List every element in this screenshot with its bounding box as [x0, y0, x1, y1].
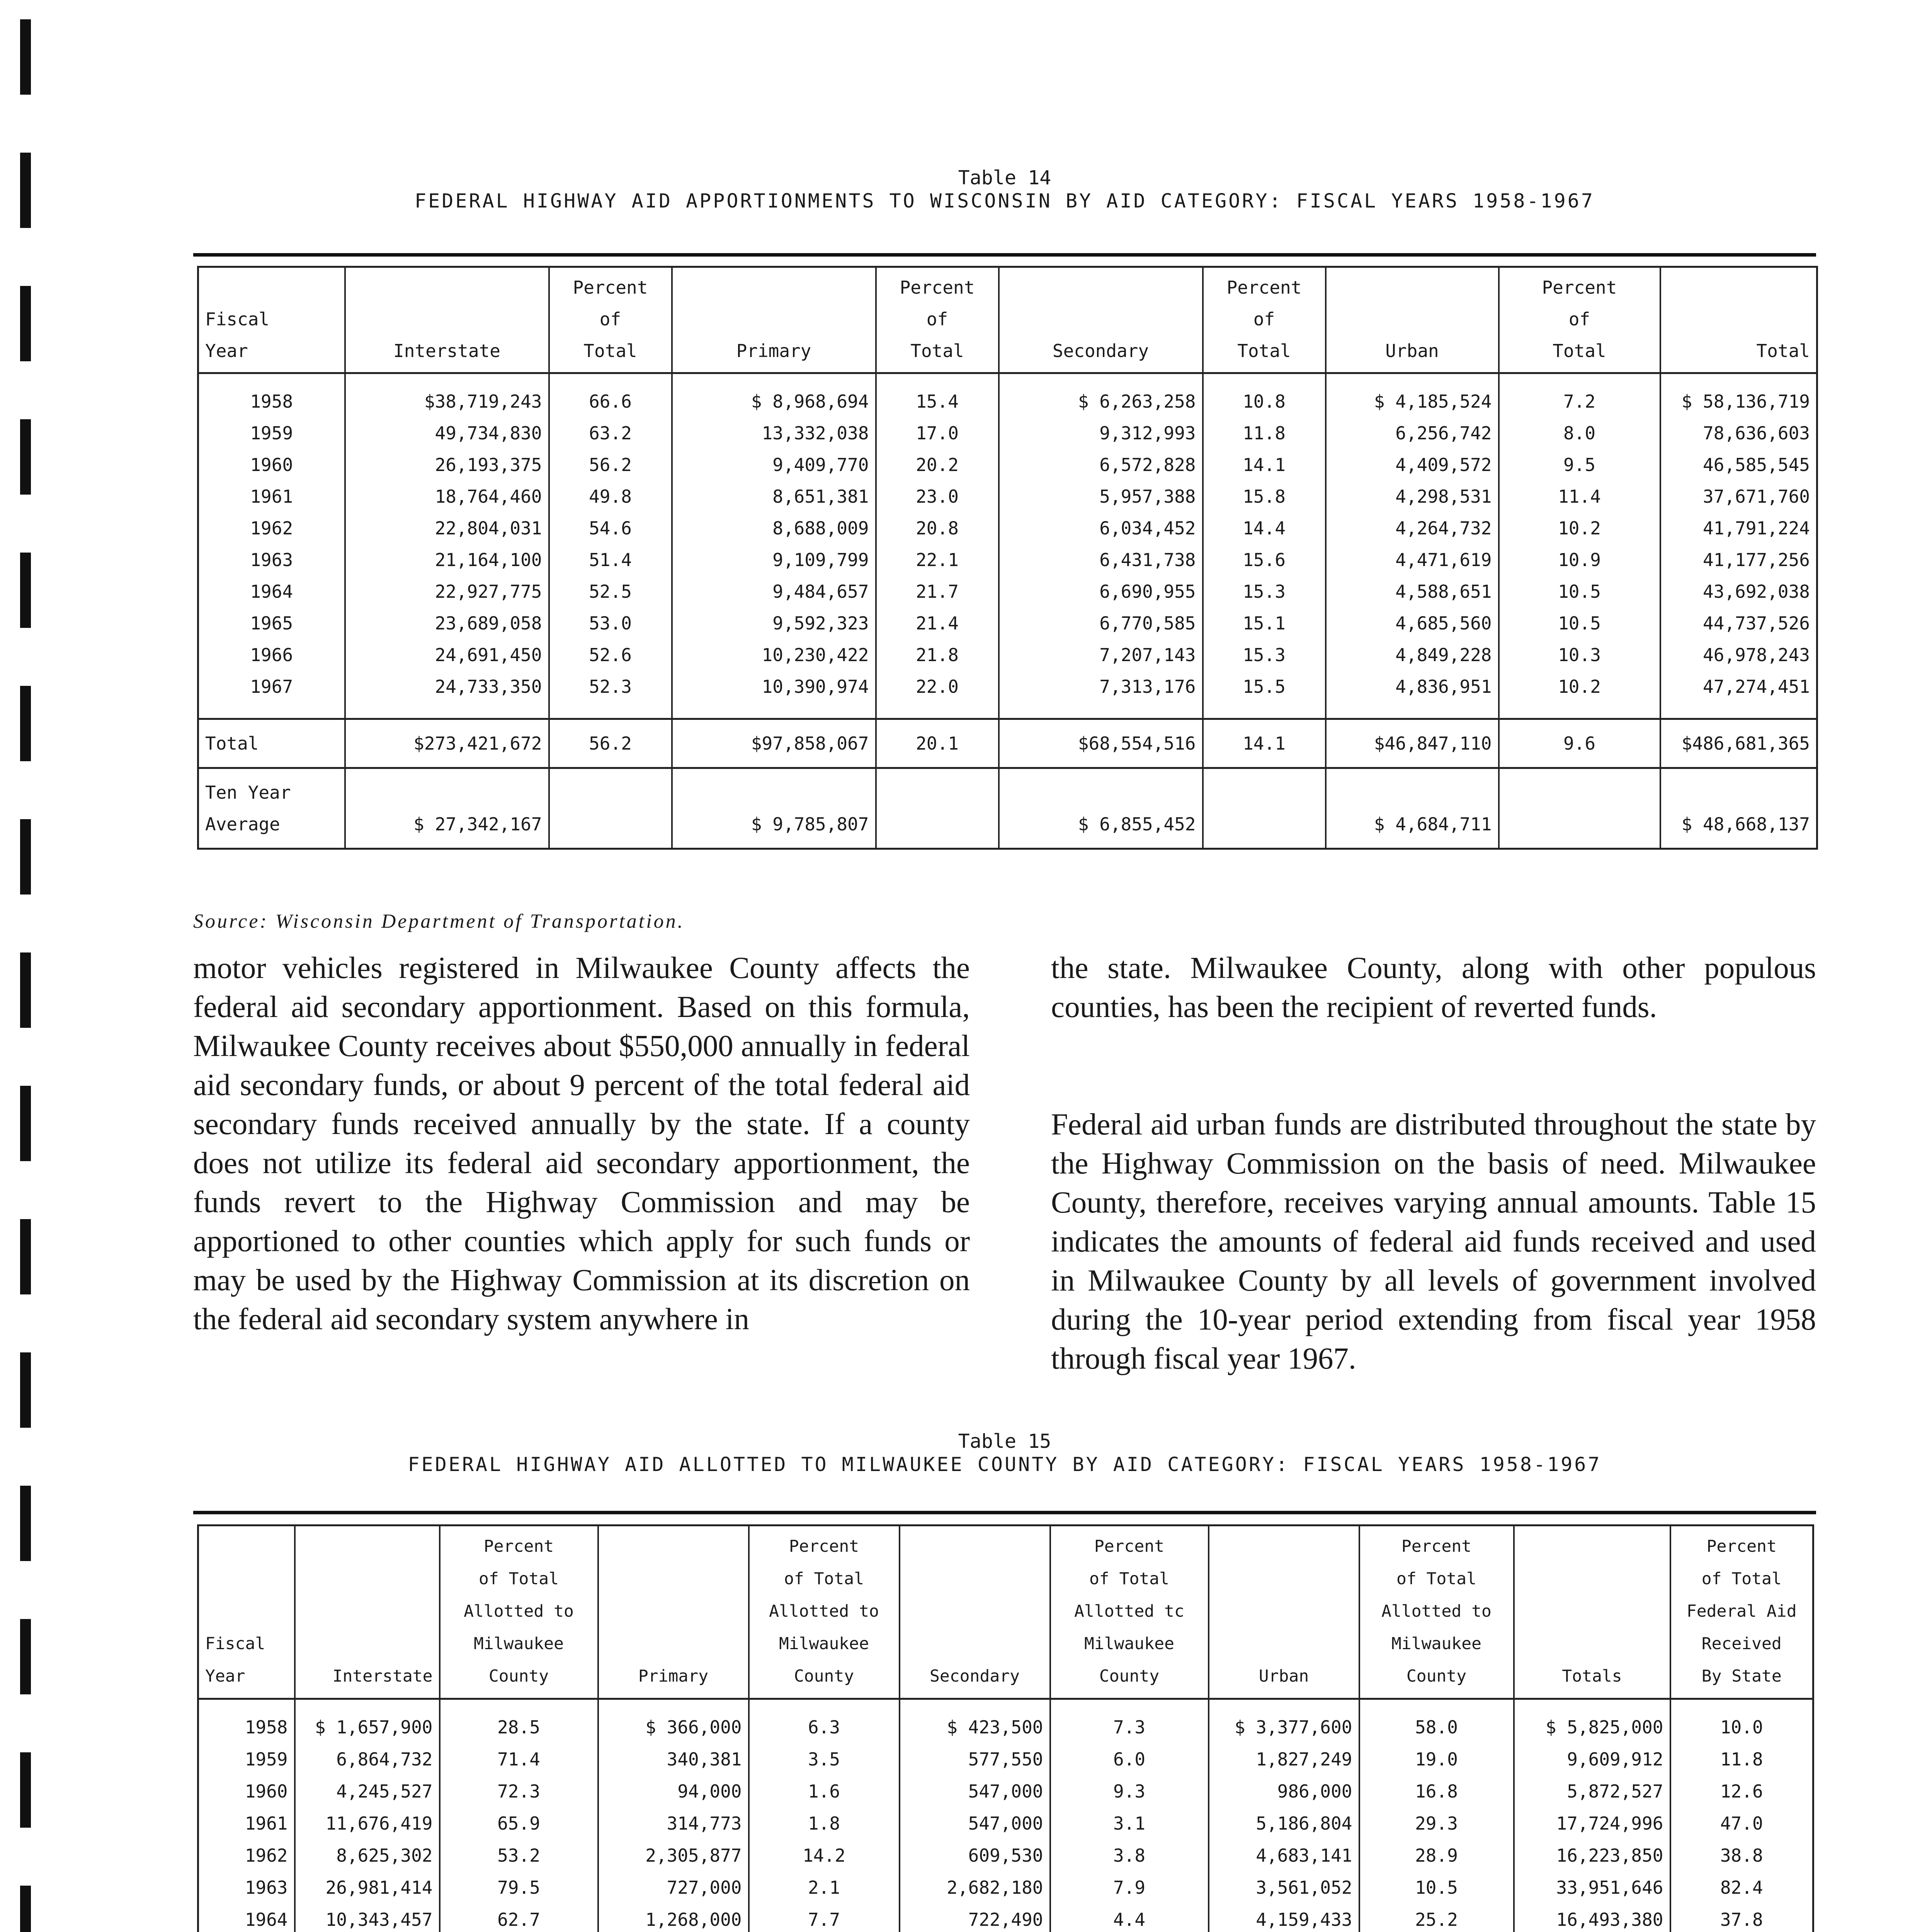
table-cell: 49,734,830: [345, 417, 549, 449]
table-cell: 4,245,527: [295, 1776, 440, 1808]
table-cell: 23,689,058: [345, 607, 549, 639]
table-cell: 56.2: [549, 449, 672, 481]
table-cell: 6,256,742: [1326, 417, 1499, 449]
table-cell: 63.2: [549, 417, 672, 449]
table-cell: $486,681,365: [1660, 719, 1817, 768]
table-cell: 21.7: [876, 576, 999, 607]
table-cell: 8,688,009: [672, 512, 876, 544]
table-cell: 1.6: [749, 1776, 900, 1808]
table-cell: 10,343,457: [295, 1904, 440, 1932]
table-cell: 10,230,422: [672, 639, 876, 671]
table-cell: 1964: [198, 576, 345, 607]
table15-number: Table 15: [958, 1430, 1051, 1452]
body-left-column: motor vehicles registered in Milwaukee County affects the federal aid secondary apportionment. Based on this formula, Milwaukee County receives about $550,000 annually in federal aid secondary funds, or about 9 percent of the total federal aid secondary funds received annually by the state. If a county does not utilize its federal aid secondary apportionment, the funds revert to the Highway Commission and may be apportioned to other counties which apply for such funds or may be used by the Highway Commission at its discretion on the federal aid secondary system anywhere in: [193, 951, 970, 1336]
table-cell: 6,690,955: [999, 576, 1203, 607]
col-pct-interstate: Percent of Total Allotted to Milwaukee County: [440, 1526, 598, 1699]
table-cell: 9,312,993: [999, 417, 1203, 449]
table-cell: 10.5: [1499, 576, 1660, 607]
table-cell: 1,268,000: [598, 1904, 749, 1932]
table-cell: 6,431,738: [999, 544, 1203, 576]
table-cell: 14.4: [1203, 512, 1326, 544]
table-cell: 1960: [198, 1776, 295, 1808]
table-row: [198, 373, 1817, 418]
table-cell: 1960: [198, 449, 345, 481]
table-cell: 547,000: [900, 1808, 1050, 1840]
table15-header-row: [198, 1526, 1813, 1699]
table-cell: 54.6: [549, 512, 672, 544]
table-cell: $ 4,684,711: [1326, 768, 1499, 849]
table-row: [198, 417, 1817, 449]
table-cell: [876, 768, 999, 849]
table-row: [198, 1840, 1813, 1872]
table-cell: 11.8: [1670, 1743, 1813, 1776]
table-cell: 2,305,877: [598, 1840, 749, 1872]
table-cell: 13,332,038: [672, 417, 876, 449]
table-cell: 12.6: [1670, 1776, 1813, 1808]
table14: [197, 266, 1818, 850]
table-cell: 38.8: [1670, 1840, 1813, 1872]
table-cell: 1962: [198, 512, 345, 544]
table-cell: 15.8: [1203, 481, 1326, 512]
table-cell: 5,957,388: [999, 481, 1203, 512]
table-cell: 78,636,603: [1660, 417, 1817, 449]
table-cell: 7.9: [1050, 1872, 1209, 1904]
table-cell: 15.6: [1203, 544, 1326, 576]
table15-top-rule: [193, 1511, 1816, 1514]
col-total: Total: [1660, 267, 1817, 373]
table-cell: 10.5: [1499, 607, 1660, 639]
table15-body: [198, 1699, 1813, 1932]
table-cell: 94,000: [598, 1776, 749, 1808]
table-cell: 4.4: [1050, 1904, 1209, 1932]
table-cell: 11.4: [1499, 481, 1660, 512]
table-cell: 11,676,419: [295, 1808, 440, 1840]
table-cell: 43,692,038: [1660, 576, 1817, 607]
table-cell: 16.8: [1359, 1776, 1514, 1808]
col-pct-interstate: Percent of Total: [549, 267, 672, 373]
table-cell: 1959: [198, 1743, 295, 1776]
table15-title: FEDERAL HIGHWAY AID ALLOTTED TO MILWAUKEE COUNTY BY AID CATEGORY: FISCAL YEARS 1958-1967: [408, 1453, 1602, 1476]
col-pct-urban: Percent of Total: [1499, 267, 1660, 373]
table-cell: 10.2: [1499, 671, 1660, 719]
table-row: [198, 544, 1817, 576]
table-cell: 8,625,302: [295, 1840, 440, 1872]
table14-caption: [193, 166, 1816, 213]
table-cell: 10.3: [1499, 639, 1660, 671]
table-cell: $ 1,657,900: [295, 1699, 440, 1744]
binding-edge: [0, 0, 77, 1932]
table-cell: 9,484,657: [672, 576, 876, 607]
table-cell: 6.3: [749, 1699, 900, 1744]
table14-source: Source: Wisconsin Department of Transportation.: [193, 910, 685, 932]
table-cell: $46,847,110: [1326, 719, 1499, 768]
table-cell: 20.8: [876, 512, 999, 544]
table-cell: $ 5,825,000: [1514, 1699, 1670, 1744]
table-cell: 53.0: [549, 607, 672, 639]
table-cell: 4,409,572: [1326, 449, 1499, 481]
table-cell: 9,609,912: [1514, 1743, 1670, 1776]
table-cell: 1966: [198, 639, 345, 671]
table-cell: 15.5: [1203, 671, 1326, 719]
table-cell: 44,737,526: [1660, 607, 1817, 639]
table-cell: Ten Year Average: [198, 768, 345, 849]
table-cell: 1965: [198, 607, 345, 639]
table-cell: 16,223,850: [1514, 1840, 1670, 1872]
table-cell: 26,981,414: [295, 1872, 440, 1904]
table-cell: 577,550: [900, 1743, 1050, 1776]
table-cell: 10.8: [1203, 373, 1326, 418]
col-totals: Totals: [1514, 1526, 1670, 1699]
table-cell: 4,685,560: [1326, 607, 1499, 639]
col-fiscal-year: Fiscal Year: [198, 1526, 295, 1699]
table-cell: 19.0: [1359, 1743, 1514, 1776]
table-cell: 10,390,974: [672, 671, 876, 719]
table-cell: $ 4,185,524: [1326, 373, 1499, 418]
table-cell: 1961: [198, 481, 345, 512]
table-cell: 47.0: [1670, 1808, 1813, 1840]
table-row: [198, 1699, 1813, 1744]
table-cell: 15.1: [1203, 607, 1326, 639]
table-cell: $ 6,263,258: [999, 373, 1203, 418]
table-cell: 16,493,380: [1514, 1904, 1670, 1932]
table-cell: 33,951,646: [1514, 1872, 1670, 1904]
table-row: [198, 1904, 1813, 1932]
table-cell: 1.8: [749, 1808, 900, 1840]
table-cell: 8.0: [1499, 417, 1660, 449]
table-cell: 28.9: [1359, 1840, 1514, 1872]
col-pct-urban: Percent of Total Allotted to Milwaukee County: [1359, 1526, 1514, 1699]
table-cell: 609,530: [900, 1840, 1050, 1872]
table-cell: 4,849,228: [1326, 639, 1499, 671]
table-row: [198, 1872, 1813, 1904]
table-cell: 79.5: [440, 1872, 598, 1904]
table-cell: 8,651,381: [672, 481, 876, 512]
table-cell: 9.5: [1499, 449, 1660, 481]
table-cell: 4,836,951: [1326, 671, 1499, 719]
table-cell: 6,864,732: [295, 1743, 440, 1776]
table14-header-row: [198, 267, 1817, 373]
table-cell: $ 423,500: [900, 1699, 1050, 1744]
table-cell: 62.7: [440, 1904, 598, 1932]
table-cell: 22,927,775: [345, 576, 549, 607]
table-cell: 6.0: [1050, 1743, 1209, 1776]
table-cell: 5,186,804: [1209, 1808, 1359, 1840]
table-cell: 9,109,799: [672, 544, 876, 576]
table-cell: 7,207,143: [999, 639, 1203, 671]
table-cell: 71.4: [440, 1743, 598, 1776]
table-cell: 37,671,760: [1660, 481, 1817, 512]
table-cell: [1203, 768, 1326, 849]
table-cell: 82.4: [1670, 1872, 1813, 1904]
table14-body: [198, 373, 1817, 719]
table-cell: 9.3: [1050, 1776, 1209, 1808]
table-cell: 2,682,180: [900, 1872, 1050, 1904]
table-cell: 21.8: [876, 639, 999, 671]
table-cell: 25.2: [1359, 1904, 1514, 1932]
table-cell: 6,770,585: [999, 607, 1203, 639]
table-cell: 7.2: [1499, 373, 1660, 418]
table-row: [198, 1808, 1813, 1840]
table-cell: 15.3: [1203, 576, 1326, 607]
table-cell: $ 27,342,167: [345, 768, 549, 849]
table-cell: 53.2: [440, 1840, 598, 1872]
table-cell: $ 3,377,600: [1209, 1699, 1359, 1744]
table-cell: 65.9: [440, 1808, 598, 1840]
table-cell: 52.5: [549, 576, 672, 607]
table-cell: 21,164,100: [345, 544, 549, 576]
table-cell: 727,000: [598, 1872, 749, 1904]
table14-number: Table 14: [958, 167, 1051, 189]
col-urban: Urban: [1209, 1526, 1359, 1699]
table-cell: 4,683,141: [1209, 1840, 1359, 1872]
table-cell: 20.2: [876, 449, 999, 481]
table-cell: 37.8: [1670, 1904, 1813, 1932]
table14-title: FEDERAL HIGHWAY AID APPORTIONMENTS TO WISCONSIN BY AID CATEGORY: FISCAL YEARS 1958-1967: [415, 190, 1595, 212]
table-cell: 29.3: [1359, 1808, 1514, 1840]
col-pct-secondary: Percent of Total: [1203, 267, 1326, 373]
table-cell: 17.0: [876, 417, 999, 449]
table-cell: 18,764,460: [345, 481, 549, 512]
table15-caption: [193, 1430, 1816, 1476]
table-cell: 66.6: [549, 373, 672, 418]
col-urban: Urban: [1326, 267, 1499, 373]
table14-top-rule: [193, 253, 1816, 257]
col-primary: Primary: [598, 1526, 749, 1699]
col-interstate: Interstate: [345, 267, 549, 373]
table-cell: 1,827,249: [1209, 1743, 1359, 1776]
table-cell: $ 6,855,452: [999, 768, 1203, 849]
col-pct-state: Percent of Total Federal Aid Received By State: [1670, 1526, 1813, 1699]
table-cell: 47,274,451: [1660, 671, 1817, 719]
body-right-paragraph-1: the state. Milwaukee County, along with other populous counties, has been the recipient of reverted funds.: [1051, 951, 1816, 1024]
table-cell: 3.8: [1050, 1840, 1209, 1872]
table14-total-row: [198, 719, 1817, 768]
table-cell: 46,585,545: [1660, 449, 1817, 481]
table-cell: 986,000: [1209, 1776, 1359, 1808]
table-row: [198, 576, 1817, 607]
table-cell: 46,978,243: [1660, 639, 1817, 671]
table-cell: 24,733,350: [345, 671, 549, 719]
table-cell: 23.0: [876, 481, 999, 512]
table-cell: 41,177,256: [1660, 544, 1817, 576]
table-cell: 547,000: [900, 1776, 1050, 1808]
table-cell: 15.4: [876, 373, 999, 418]
col-pct-primary: Percent of Total Allotted to Milwaukee County: [749, 1526, 900, 1699]
table-row: [198, 481, 1817, 512]
table-row: [198, 639, 1817, 671]
table-cell: 314,773: [598, 1808, 749, 1840]
table-cell: 22.0: [876, 671, 999, 719]
table-cell: 28.5: [440, 1699, 598, 1744]
table-row: [198, 607, 1817, 639]
table-cell: $97,858,067: [672, 719, 876, 768]
table-cell: 56.2: [549, 719, 672, 768]
table-cell: $68,554,516: [999, 719, 1203, 768]
table-row: [198, 1743, 1813, 1776]
table-cell: 10.9: [1499, 544, 1660, 576]
table-cell: 22,804,031: [345, 512, 549, 544]
table-cell: 15.3: [1203, 639, 1326, 671]
table-cell: $ 9,785,807: [672, 768, 876, 849]
col-secondary: Secondary: [900, 1526, 1050, 1699]
table-cell: 9.6: [1499, 719, 1660, 768]
table-cell: 10.0: [1670, 1699, 1813, 1744]
table-cell: 4,264,732: [1326, 512, 1499, 544]
table-cell: 340,381: [598, 1743, 749, 1776]
table-cell: 1963: [198, 1872, 295, 1904]
table-cell: 6,572,828: [999, 449, 1203, 481]
col-pct-primary: Percent of Total: [876, 267, 999, 373]
table-cell: $ 58,136,719: [1660, 373, 1817, 418]
table-cell: 4,471,619: [1326, 544, 1499, 576]
table-cell: 10.2: [1499, 512, 1660, 544]
table-cell: 7,313,176: [999, 671, 1203, 719]
table-cell: 52.3: [549, 671, 672, 719]
table-cell: 14.1: [1203, 449, 1326, 481]
table-cell: 4,159,433: [1209, 1904, 1359, 1932]
col-primary: Primary: [672, 267, 876, 373]
table-cell: 11.8: [1203, 417, 1326, 449]
table-cell: 1963: [198, 544, 345, 576]
table-cell: 3,561,052: [1209, 1872, 1359, 1904]
table-cell: 20.1: [876, 719, 999, 768]
table-cell: 722,490: [900, 1904, 1050, 1932]
table-cell: 7.7: [749, 1904, 900, 1932]
table-cell: $273,421,672: [345, 719, 549, 768]
table-cell: 14.1: [1203, 719, 1326, 768]
table-row: [198, 1776, 1813, 1808]
table-cell: 10.5: [1359, 1872, 1514, 1904]
table-cell: 3.1: [1050, 1808, 1209, 1840]
table-cell: 21.4: [876, 607, 999, 639]
table-cell: 1967: [198, 671, 345, 719]
table-cell: Total: [198, 719, 345, 768]
table-row: [198, 671, 1817, 719]
col-secondary: Secondary: [999, 267, 1203, 373]
table-cell: 41,791,224: [1660, 512, 1817, 544]
col-fiscal-year: Fiscal Year: [198, 267, 345, 373]
table-cell: 26,193,375: [345, 449, 549, 481]
table-cell: $38,719,243: [345, 373, 549, 418]
table-row: [198, 512, 1817, 544]
table-cell: 9,409,770: [672, 449, 876, 481]
table-cell: 1959: [198, 417, 345, 449]
table-cell: 1964: [198, 1904, 295, 1932]
table-cell: $ 366,000: [598, 1699, 749, 1744]
table-cell: [549, 768, 672, 849]
table-cell: 2.1: [749, 1872, 900, 1904]
table-cell: 72.3: [440, 1776, 598, 1808]
table-cell: 17,724,996: [1514, 1808, 1670, 1840]
table-cell: 24,691,450: [345, 639, 549, 671]
table-cell: 3.5: [749, 1743, 900, 1776]
table-cell: [1499, 768, 1660, 849]
table-row: [198, 449, 1817, 481]
table-cell: 1962: [198, 1840, 295, 1872]
table-cell: 1961: [198, 1808, 295, 1840]
table-cell: 1958: [198, 373, 345, 418]
table-cell: 6,034,452: [999, 512, 1203, 544]
table-cell: 9,592,323: [672, 607, 876, 639]
table-cell: 49.8: [549, 481, 672, 512]
table-cell: 51.4: [549, 544, 672, 576]
table-cell: $ 8,968,694: [672, 373, 876, 418]
col-interstate: Interstate: [295, 1526, 440, 1699]
table15: [197, 1524, 1814, 1932]
table-cell: 58.0: [1359, 1699, 1514, 1744]
table-cell: 22.1: [876, 544, 999, 576]
table-cell: 1958: [198, 1699, 295, 1744]
col-pct-secondary: Percent of Total Allotted tc Milwaukee County: [1050, 1526, 1209, 1699]
table-cell: 7.3: [1050, 1699, 1209, 1744]
table-cell: 4,588,651: [1326, 576, 1499, 607]
body-right-paragraph-2: Federal aid urban funds are distributed throughout the state by the Highway Commission on the basis of need. Milwaukee County, therefore, receives varying annual amounts. Table 15 indicates the amounts of federal aid funds received and used in Milwaukee County by all levels of government involved during the 10-year period extending from fiscal year 1958 through fiscal year 1967.: [1051, 1108, 1816, 1376]
table14-average-row: [198, 768, 1817, 849]
table-cell: $ 48,668,137: [1660, 768, 1817, 849]
table-cell: 5,872,527: [1514, 1776, 1670, 1808]
table-cell: 52.6: [549, 639, 672, 671]
table-cell: 4,298,531: [1326, 481, 1499, 512]
table-cell: 14.2: [749, 1840, 900, 1872]
